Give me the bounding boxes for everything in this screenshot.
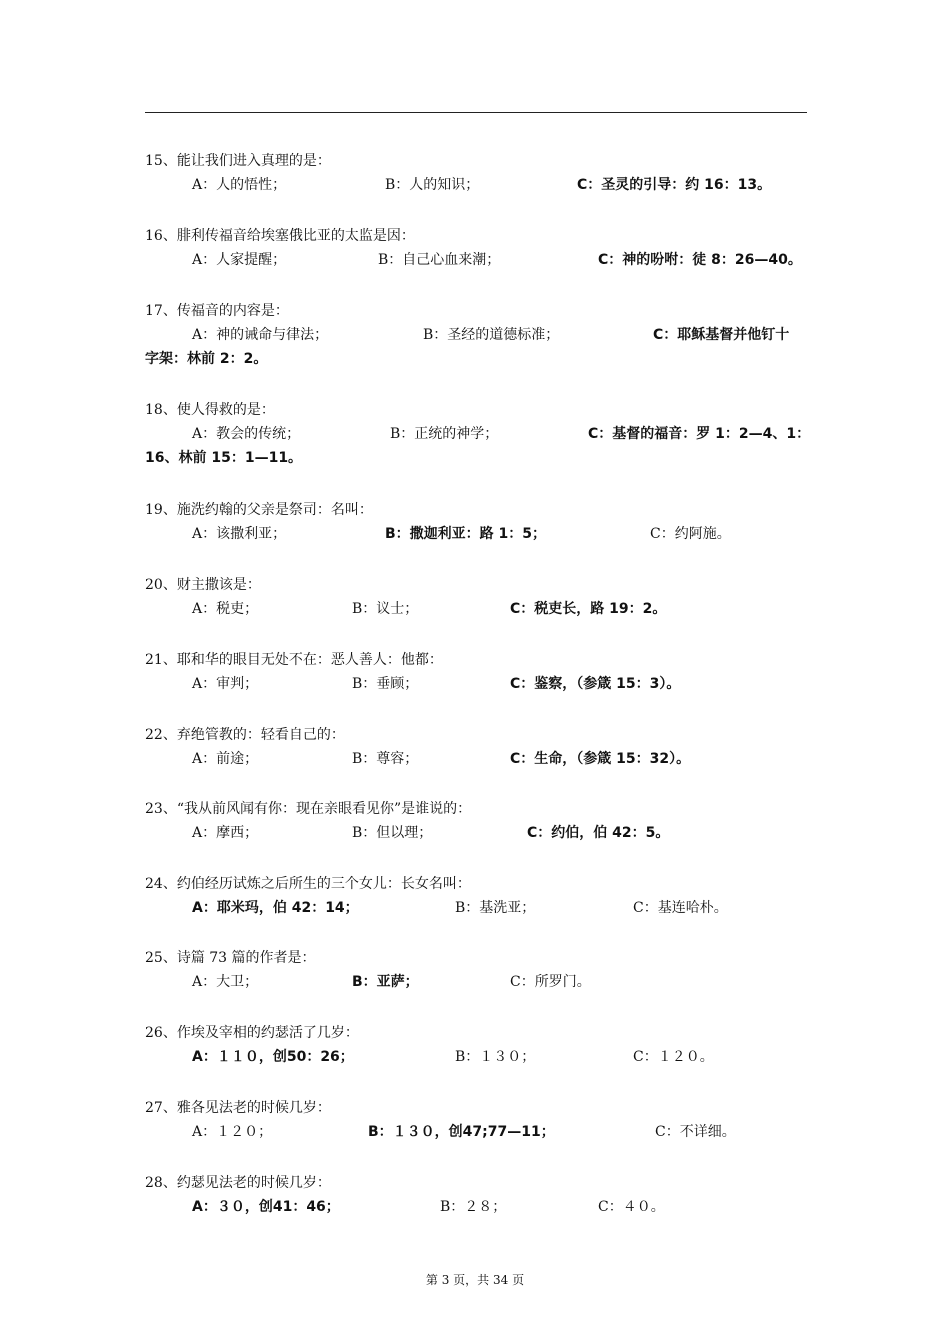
question-stem: 26、作埃及宰相的约瑟活了几岁：: [145, 1025, 359, 1041]
option-b: B：人的知识；: [385, 177, 480, 193]
option-c-answer-cont: 字架：林前 2：2。: [145, 351, 268, 367]
question-25: [145, 946, 810, 994]
option-a: A：摩西；: [192, 825, 259, 841]
option-c-answer: C：约伯，伯 42：5。: [527, 825, 670, 841]
answer-continuation: [145, 347, 810, 371]
option-a-answer: A：３０，创41：46；: [192, 1199, 340, 1215]
header-rule: [145, 112, 807, 113]
option-a: A：该撒利亚；: [192, 526, 287, 542]
option-b: B：尊容；: [352, 751, 419, 767]
option-c: C：４０。: [598, 1199, 665, 1215]
question-stem: 27、雅各见法老的时候几岁：: [145, 1100, 331, 1116]
option-c-answer-cont: 16、林前 15：1—11。: [145, 450, 303, 466]
option-a: A：人的悟性；: [192, 177, 287, 193]
question-stem: 25、诗篇 73 篇的作者是：: [145, 950, 316, 966]
options-row: [145, 1045, 810, 1069]
option-a: A：前途；: [192, 751, 259, 767]
option-c-answer: C：圣灵的引导：约 16：13。: [577, 177, 772, 193]
options-row: [145, 970, 810, 994]
question-stem: 15、能让我们进入真理的是：: [145, 153, 331, 169]
option-a: A：神的诫命与律法；: [192, 327, 329, 343]
option-c-answer: C：基督的福音：罗 1：2—4、1：: [588, 426, 811, 442]
options-row: [145, 597, 810, 621]
question-stem: 24、约伯经历试炼之后所生的三个女儿：长女名叫：: [145, 876, 471, 892]
option-c-answer: C：鉴察，（参箴 15：3）。: [510, 676, 681, 692]
option-b: B：２８；: [440, 1199, 507, 1215]
options-row: [145, 422, 810, 446]
question-20: [145, 573, 810, 621]
question-stem: 20、财主撒该是：: [145, 577, 261, 593]
option-a: A：税吏；: [192, 601, 259, 617]
question-stem: 16、腓利传福音给埃塞俄比亚的太监是因：: [145, 228, 415, 244]
option-b: B：圣经的道德标准；: [423, 327, 560, 343]
question-22: [145, 723, 810, 771]
question-19: [145, 498, 810, 546]
option-a: A：审判；: [192, 676, 259, 692]
question-24: [145, 872, 810, 920]
options-row: [145, 248, 810, 272]
question-15: [145, 149, 810, 197]
option-b: B：垂顾；: [352, 676, 419, 692]
options-row: [145, 1120, 810, 1144]
question-stem: 21、耶和华的眼目无处不在：恶人善人：他都：: [145, 652, 443, 668]
options-row: [145, 1195, 810, 1219]
option-a: A：人家提醒；: [192, 252, 287, 268]
options-row: [145, 522, 810, 546]
options-row: [145, 821, 810, 845]
question-21: [145, 648, 810, 696]
option-c: C：不详细。: [655, 1124, 736, 1140]
option-a: A：教会的传统；: [192, 426, 301, 442]
option-b: B：１３０；: [455, 1049, 536, 1065]
option-b: B：议士；: [352, 601, 419, 617]
options-row: [145, 747, 810, 771]
option-a-answer: A：耶米玛，伯 42：14；: [192, 900, 359, 916]
option-b: B：基洗亚；: [455, 900, 536, 916]
options-row: [145, 896, 810, 920]
option-c-answer: C：神的吩咐：徒 8：26—40。: [598, 252, 802, 268]
question-16: [145, 224, 810, 272]
question-stem: 23、“我从前风闻有你：现在亲眼看见你”是谁说的：: [145, 801, 472, 817]
question-23: [145, 797, 810, 845]
option-c: C：基连哈朴。: [633, 900, 728, 916]
option-b: B：正统的神学；: [390, 426, 499, 442]
question-stem: 22、弃绝管教的：轻看自己的：: [145, 727, 345, 743]
option-c: C：所罗门。: [510, 974, 591, 990]
option-b-answer: B：撒迦利亚：路 1：5；: [385, 526, 547, 542]
option-b: B：自己心血来潮；: [378, 252, 501, 268]
option-a: A：大卫；: [192, 974, 259, 990]
question-27: [145, 1096, 810, 1144]
page-footer: 第 3 页，共 34 页: [425, 1273, 525, 1287]
option-b: B：但以理；: [352, 825, 433, 841]
option-c-answer: C：税吏长，路 19：2。: [510, 601, 667, 617]
answer-continuation: [145, 446, 810, 470]
option-c-answer: C：耶稣基督并他钉十: [653, 327, 790, 343]
option-c: C：约阿施。: [650, 526, 731, 542]
question-26: [145, 1021, 810, 1069]
question-stem: 19、施洗约翰的父亲是祭司：名叫：: [145, 502, 373, 518]
question-28: [145, 1171, 810, 1219]
question-stem: 18、使人得救的是：: [145, 402, 275, 418]
option-c: C：１２０。: [633, 1049, 714, 1065]
option-b-answer: B：１３０，创47;77—11；: [368, 1124, 555, 1140]
option-b-answer: B：亚萨；: [352, 974, 419, 990]
question-18: [145, 398, 810, 470]
options-row: [145, 672, 810, 696]
question-17: [145, 299, 810, 371]
option-a-answer: A：１１０，创50：26；: [192, 1049, 354, 1065]
option-a: A：１２０；: [192, 1124, 273, 1140]
option-c-answer: C：生命，（参箴 15：32）。: [510, 751, 691, 767]
question-stem: 28、约瑟见法老的时候几岁：: [145, 1175, 331, 1191]
question-stem: 17、传福音的内容是：: [145, 303, 289, 319]
options-row: [145, 173, 810, 197]
options-row: [145, 323, 810, 347]
